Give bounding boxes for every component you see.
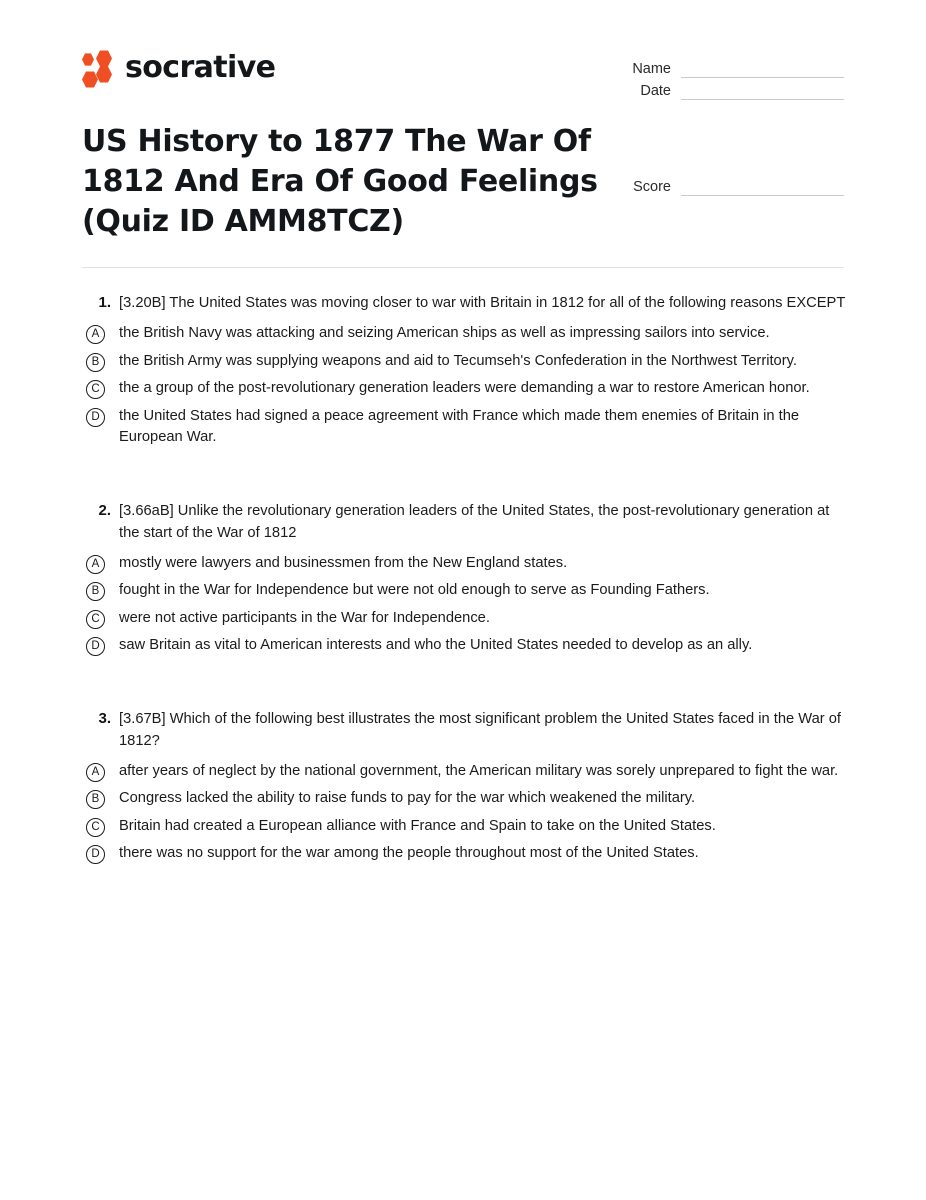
answer-option[interactable] (91, 351, 848, 373)
name-field-row (594, 56, 844, 78)
answer-option[interactable] (91, 406, 848, 449)
option-text: after years of neglect by the national government, the American military was sorely unprepared to fight the war. (119, 762, 839, 779)
option-letter-a: A (86, 555, 105, 574)
option-text: the British Navy was attacking and seizing American ships as well as impressing sailors into service. (119, 325, 770, 341)
hexagon-top-left-icon (82, 53, 94, 66)
option-letter-c: C (86, 610, 105, 629)
answer-option[interactable] (91, 323, 848, 345)
option-text: saw Britain as vital to American interests and who the United States needed to develop as an ally. (119, 637, 753, 653)
page-title: US History to 1877 The War Of 1812 And Era Of Good Feelings (Quiz ID AMM8TCZ) (82, 124, 598, 239)
brand-name: socrative (125, 50, 276, 85)
question-item (0, 500, 926, 657)
answer-option[interactable] (91, 635, 848, 657)
name-input[interactable] (681, 62, 844, 78)
hexagon-middle-right-icon (96, 66, 112, 83)
question-text: [3.67B] Which of the following best illustrates the most significant problem the United States faced in the War of 1812? (119, 710, 841, 749)
hexagon-top-right-icon (96, 50, 112, 67)
score-field-label: Score (633, 179, 671, 195)
option-text: mostly were lawyers and businessmen from the New England states. (119, 554, 568, 571)
question-item (0, 708, 926, 865)
option-letter-a: A (86, 763, 105, 782)
student-info-fields (594, 56, 844, 100)
question-text: [3.20B] The United States was moving closer to war with Britain in 1812 for all of the following reasons EXCEPT (119, 295, 846, 311)
option-letter-c: C (86, 818, 105, 837)
name-field-label: Name (632, 61, 671, 77)
question-header (98, 708, 848, 752)
date-field-row (594, 78, 844, 100)
question-header (98, 500, 848, 544)
option-letter-a: A (86, 325, 105, 344)
socrative-hexagons-logo-icon (82, 50, 112, 88)
answer-option[interactable] (91, 816, 848, 838)
option-letter-d: D (86, 845, 105, 864)
option-text: the British Army was supplying weapons and aid to Tecumseh's Confederation in the Northwest Territory. (119, 352, 797, 369)
header-divider (82, 267, 844, 268)
answer-option[interactable] (91, 608, 848, 630)
question-number: 1. (98, 294, 111, 311)
option-text: Britain had created a European alliance with France and Spain to take on the United States. (119, 817, 716, 834)
option-text: Congress lacked the ability to raise funds to pay for the war which weakened the military. (119, 790, 696, 806)
option-text: the a group of the post-revolutionary generation leaders were demanding a war to restore American honor. (119, 380, 810, 396)
question-spacer (0, 690, 926, 708)
option-letter-d: D (86, 637, 105, 656)
question-header (98, 292, 848, 314)
hexagon-bottom-left-icon (82, 71, 98, 88)
question-number: 3. (98, 709, 111, 727)
score-input[interactable] (681, 180, 844, 196)
option-letter-d: D (86, 408, 105, 427)
option-text: the United States had signed a peace agreement with France which made them enemies of Britain in the European War. (119, 407, 800, 445)
answer-option[interactable] (91, 378, 848, 400)
answer-option[interactable] (91, 553, 848, 575)
answer-option[interactable] (91, 761, 848, 783)
question-list (0, 292, 926, 898)
option-letter-b: B (86, 582, 105, 601)
answer-option[interactable] (91, 788, 848, 810)
option-letter-b: B (86, 790, 105, 809)
question-spacer (0, 482, 926, 500)
page-header (0, 0, 926, 250)
answer-option[interactable] (91, 843, 848, 865)
option-letter-b: B (86, 353, 105, 372)
brand-logo (82, 50, 275, 88)
date-field-label: Date (640, 83, 671, 99)
option-text: were not active participants in the War for Independence. (119, 609, 490, 626)
option-text: there was no support for the war among the people throughout most of the United States. (119, 845, 699, 861)
answer-option[interactable] (91, 580, 848, 602)
date-input[interactable] (681, 84, 844, 100)
question-number: 2. (98, 501, 111, 519)
option-letter-c: C (86, 380, 105, 399)
question-item (0, 292, 926, 449)
question-text: [3.66aB] Unlike the revolutionary generation leaders of the United States, the post-revolutionary generation at the start of the War of 1812 (119, 502, 830, 541)
option-text: fought in the War for Independence but were not old enough to serve as Founding Fathers. (119, 582, 710, 598)
